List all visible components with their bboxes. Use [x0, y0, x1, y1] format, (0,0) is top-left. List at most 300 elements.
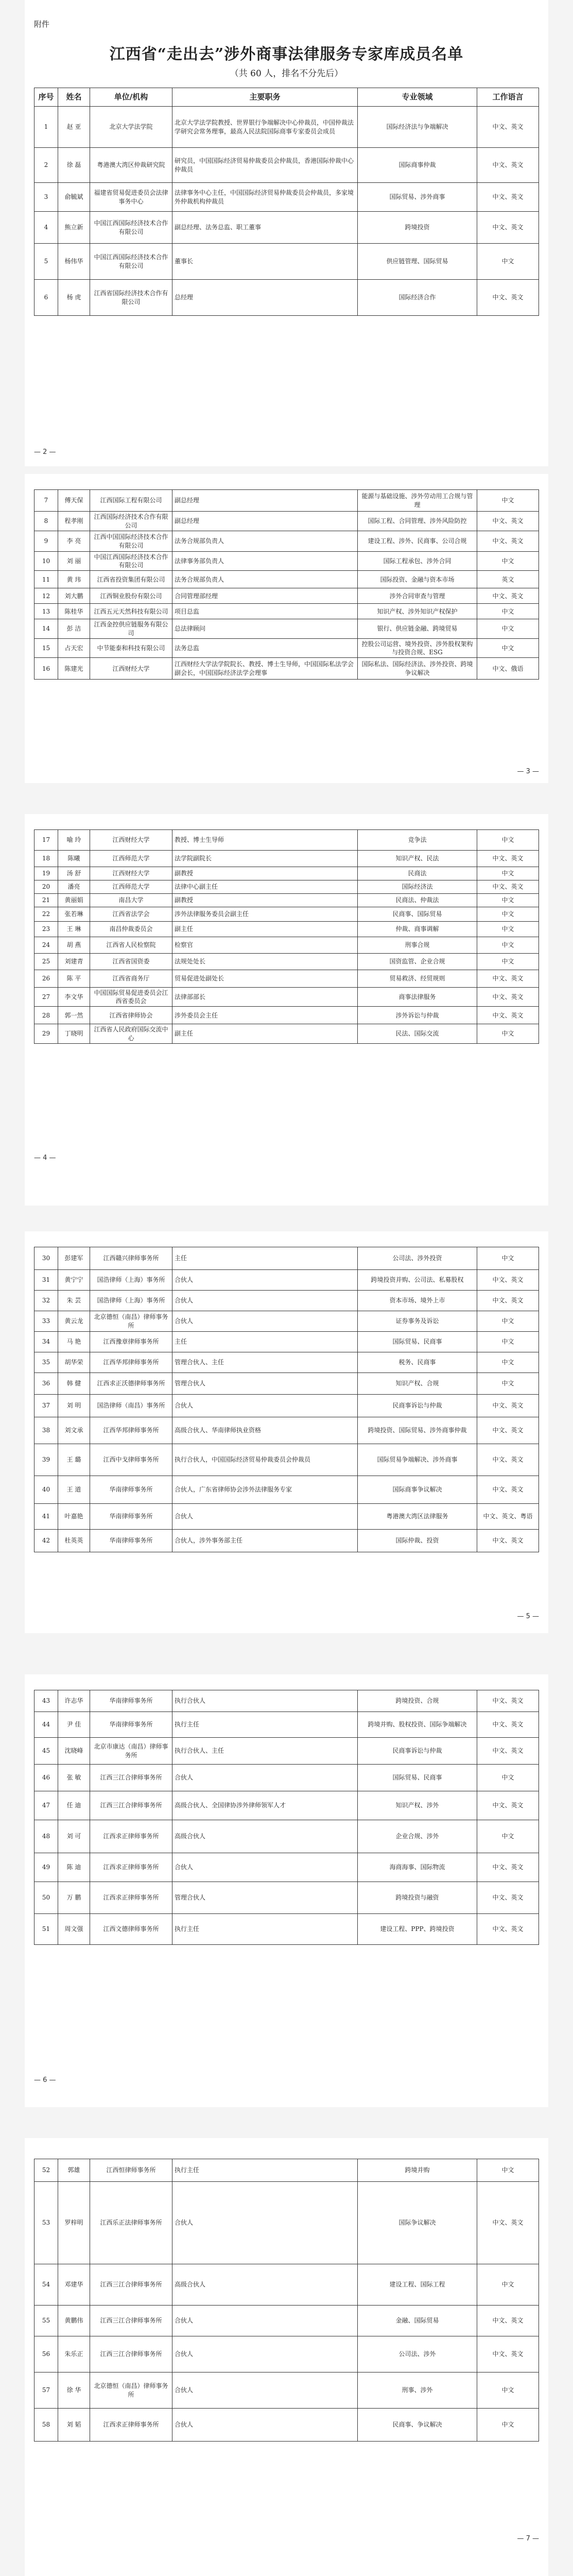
organization: 华南律师事务所 — [90, 1690, 172, 1712]
expert-name: 傅天保 — [58, 490, 90, 512]
expertise-field: 国资监管、企业合规 — [358, 954, 477, 970]
table-row — [34, 2306, 539, 2336]
working-language: 中文 — [477, 937, 539, 954]
organization: 江西三江合律师事务所 — [90, 2336, 172, 2372]
document-page — [25, 1231, 548, 1633]
working-language: 中文 — [477, 552, 539, 571]
working-language: 中文 — [477, 244, 539, 280]
main-position: 管理合伙人、主任 — [172, 1352, 358, 1373]
expert-name: 万 鹏 — [58, 1882, 90, 1914]
expertise-field: 建设工程、PPP、跨境投资 — [358, 1914, 477, 1945]
organization: 江西三江合律师事务所 — [90, 1791, 172, 1820]
expert-name: 黄丽娟 — [58, 894, 90, 907]
column-header: 单位/机构 — [90, 88, 172, 107]
expert-name: 黄 玮 — [58, 571, 90, 588]
working-language: 中文、英文 — [477, 1530, 539, 1552]
organization: 江西豫章律师事务所 — [90, 1332, 172, 1352]
table-row — [34, 1395, 539, 1417]
organization: 江西财经大学 — [90, 867, 172, 880]
working-language: 中文、英文 — [477, 1417, 539, 1444]
row-number: 52 — [34, 2159, 58, 2182]
expert-name: 许志华 — [58, 1690, 90, 1712]
expertise-field: 仲裁、商事调解 — [358, 922, 477, 937]
row-number: 12 — [34, 588, 58, 604]
working-language: 中文、英文 — [477, 2306, 539, 2336]
main-position: 合伙人 — [172, 1395, 358, 1417]
expertise-field: 粤港澳大湾区法律服务 — [358, 1504, 477, 1530]
working-language: 中文 — [477, 907, 539, 922]
working-language: 中文 — [477, 1765, 539, 1791]
expertise-field: 民商事、争议解决 — [358, 2409, 477, 2442]
main-position: 合伙人 — [172, 2182, 358, 2264]
working-language: 中文 — [477, 1247, 539, 1270]
table-row — [34, 244, 539, 280]
main-position: 副总经理、法务总监、职工董事 — [172, 212, 358, 244]
main-position: 北京大学法学院教授、世界银行争端解决中心仲裁员，中国仲裁法学研究会常务理事，最高人民法院国际商事专家委员会成员 — [172, 107, 358, 148]
row-number: 55 — [34, 2306, 58, 2336]
main-position: 副主任 — [172, 1024, 358, 1043]
row-number: 26 — [34, 970, 58, 988]
table-row — [34, 1504, 539, 1530]
expert-name: 陈曦 — [58, 851, 90, 867]
main-position: 法规处处长 — [172, 954, 358, 970]
main-position: 法务合规部负责人 — [172, 571, 358, 588]
table-row — [34, 851, 539, 867]
main-position: 管理合伙人 — [172, 1373, 358, 1395]
working-language: 中文、英文 — [477, 1690, 539, 1712]
expert-name: 任 迪 — [58, 1791, 90, 1820]
table-row — [34, 604, 539, 619]
expert-name: 尹 佳 — [58, 1712, 90, 1738]
expert-name: 郭一然 — [58, 1007, 90, 1024]
row-number: 29 — [34, 1024, 58, 1043]
working-language: 中文 — [477, 2409, 539, 2442]
expert-name: 王 道 — [58, 1476, 90, 1504]
expertise-field: 竞争法 — [358, 830, 477, 851]
table-row — [34, 1291, 539, 1311]
working-language: 中文、英文 — [477, 2336, 539, 2372]
working-language: 中文 — [477, 894, 539, 907]
expertise-field: 控股公司运营、境外投资、涉外股权架构与投资合规、ESG — [358, 638, 477, 657]
organization: 江西金控供应链服务有限公司 — [90, 619, 172, 638]
expertise-field: 国际投资、金融与资本市场 — [358, 571, 477, 588]
main-position: 高级合伙人 — [172, 1820, 358, 1853]
column-header: 姓名 — [58, 88, 90, 107]
row-number: 11 — [34, 571, 58, 588]
organization: 江西省法学会 — [90, 907, 172, 922]
expertise-field: 供应链管理、国际贸易 — [358, 244, 477, 280]
table-row — [34, 1530, 539, 1552]
row-number: 16 — [34, 658, 58, 680]
working-language: 中文、英文 — [477, 1291, 539, 1311]
organization: 北京市康达（南昌）律师事务所 — [90, 1738, 172, 1765]
expert-name: 张 敏 — [58, 1765, 90, 1791]
page-number: — 6 — — [34, 2076, 56, 2084]
organization: 江西国际经济技术合作有限公司 — [90, 512, 172, 531]
table-row — [34, 1882, 539, 1914]
expertise-field: 国际工程、合同管理、涉外风险防控 — [358, 512, 477, 531]
working-language: 中文、英文 — [477, 988, 539, 1007]
table-row — [34, 107, 539, 148]
main-position: 总法律顾问 — [172, 619, 358, 638]
expertise-field: 国际经济法 — [358, 880, 477, 894]
table-row — [34, 490, 539, 512]
row-number: 23 — [34, 922, 58, 937]
expertise-field: 建设工程、国际工程 — [358, 2264, 477, 2306]
row-number: 17 — [34, 830, 58, 851]
organization: 粤港澳大湾区仲裁研究院 — [90, 148, 172, 183]
row-number: 27 — [34, 988, 58, 1007]
working-language: 中文、英文 — [477, 280, 539, 316]
table-row — [34, 1914, 539, 1945]
row-number: 42 — [34, 1530, 58, 1552]
expertise-field: 国际经济合作 — [358, 280, 477, 316]
expert-name: 李 亮 — [58, 531, 90, 552]
expert-name: 郭雄 — [58, 2159, 90, 2182]
row-number: 38 — [34, 1417, 58, 1444]
main-position: 总经理 — [172, 280, 358, 316]
working-language: 中文 — [477, 2264, 539, 2306]
main-position: 合同管理部经理 — [172, 588, 358, 604]
expertise-field: 国际私法、国际经济法、涉外投资、跨境争议解决 — [358, 658, 477, 680]
row-number: 33 — [34, 1311, 58, 1332]
organization: 江西省投资集团有限公司 — [90, 571, 172, 588]
organization: 江西省人民检察院 — [90, 937, 172, 954]
expert-name: 刘文承 — [58, 1417, 90, 1444]
table-row — [34, 922, 539, 937]
row-number: 39 — [34, 1444, 58, 1476]
expert-list-table — [34, 88, 539, 316]
expert-name: 赵 亚 — [58, 107, 90, 148]
organization: 江西华邦律师事务所 — [90, 1417, 172, 1444]
table-row — [34, 1444, 539, 1476]
row-number: 13 — [34, 604, 58, 619]
expert-list-table — [34, 489, 539, 680]
working-language: 中文、英文 — [477, 531, 539, 552]
row-number: 22 — [34, 907, 58, 922]
row-number: 18 — [34, 851, 58, 867]
expert-name: 韩 健 — [58, 1373, 90, 1395]
working-language: 中文 — [477, 1352, 539, 1373]
table-row — [34, 954, 539, 970]
page-number: — 3 — — [517, 768, 539, 775]
organization: 江西华邦律师事务所 — [90, 1352, 172, 1373]
main-position: 合伙人 — [172, 1291, 358, 1311]
organization: 北京德恒（南昌）律师事务所 — [90, 2372, 172, 2409]
row-number: 3 — [34, 183, 58, 212]
organization: 江西中国国际经济技术合作有限公司 — [90, 531, 172, 552]
row-number: 34 — [34, 1332, 58, 1352]
row-number: 28 — [34, 1007, 58, 1024]
expert-name: 朱乐正 — [58, 2336, 90, 2372]
expert-name: 马 艳 — [58, 1332, 90, 1352]
page-number: — 4 — — [34, 1154, 56, 1162]
main-position: 管理合伙人 — [172, 1882, 358, 1914]
table-row — [34, 588, 539, 604]
table-row — [34, 1024, 539, 1043]
working-language: 中文 — [477, 619, 539, 638]
expertise-field: 企业合规、涉外 — [358, 1820, 477, 1853]
table-row — [34, 1791, 539, 1820]
table-row — [34, 1247, 539, 1270]
row-number: 6 — [34, 280, 58, 316]
table-row — [34, 571, 539, 588]
expert-list-table — [34, 1690, 539, 1945]
organization: 江西求正律师事务所 — [90, 1882, 172, 1914]
expertise-field: 涉外合同审查与管理 — [358, 588, 477, 604]
expertise-field: 民商事诉讼与仲裁 — [358, 1738, 477, 1765]
working-language: 中文、英文 — [477, 148, 539, 183]
table-row — [34, 830, 539, 851]
working-language: 中文、英文 — [477, 1738, 539, 1765]
expert-name: 杜英英 — [58, 1530, 90, 1552]
expertise-field: 知识产权、涉外知识产权保护 — [358, 604, 477, 619]
main-position: 主任 — [172, 1332, 358, 1352]
organization: 江西五元天然科技有限公司 — [90, 604, 172, 619]
organization: 江西求正律师事务所 — [90, 1820, 172, 1853]
expert-name: 刘 丽 — [58, 552, 90, 571]
expertise-field: 跨境投资并购、公司法、私募股权 — [358, 1270, 477, 1291]
organization: 江西财经大学 — [90, 658, 172, 680]
organization: 华南律师事务所 — [90, 1530, 172, 1552]
expert-name: 杨 虎 — [58, 280, 90, 316]
working-language: 中文 — [477, 604, 539, 619]
page-number: — 7 — — [517, 2535, 539, 2543]
organization: 福建省贸易促进委员会法律事务中心 — [90, 183, 172, 212]
row-number: 46 — [34, 1765, 58, 1791]
table-row — [34, 619, 539, 638]
expert-name: 熊立新 — [58, 212, 90, 244]
table-row — [34, 867, 539, 880]
table-row — [34, 1332, 539, 1352]
table-row — [34, 894, 539, 907]
table-row — [34, 2336, 539, 2372]
expert-name: 俞毓斌 — [58, 183, 90, 212]
document-page — [25, 2138, 548, 2576]
working-language: 英文 — [477, 571, 539, 588]
organization: 北京德恒（南昌）律师事务所 — [90, 1311, 172, 1332]
row-number: 56 — [34, 2336, 58, 2372]
main-position: 合伙人 — [172, 2306, 358, 2336]
main-position: 法学院副院长 — [172, 851, 358, 867]
expertise-field: 知识产权、合规 — [358, 1373, 477, 1395]
working-language: 中文、英文 — [477, 1395, 539, 1417]
working-language: 中文、英文 — [477, 880, 539, 894]
row-number: 44 — [34, 1712, 58, 1738]
row-number: 2 — [34, 148, 58, 183]
expertise-field: 国际商事仲裁 — [358, 148, 477, 183]
working-language: 中文、英文 — [477, 183, 539, 212]
row-number: 5 — [34, 244, 58, 280]
document-subtitle: （共 60 人，排名不分先后） — [230, 69, 343, 79]
expert-name: 陈建光 — [58, 658, 90, 680]
main-position: 主任 — [172, 1247, 358, 1270]
row-number: 49 — [34, 1853, 58, 1882]
main-position: 董事长 — [172, 244, 358, 280]
row-number: 35 — [34, 1352, 58, 1373]
working-language: 中文、英文、粤语 — [477, 1504, 539, 1530]
expert-name: 邓建华 — [58, 2264, 90, 2306]
expertise-field: 能源与基础设施、涉外劳动用工合规与管理 — [358, 490, 477, 512]
expertise-field: 跨境并购 — [358, 2159, 477, 2182]
organization: 江西求正律师事务所 — [90, 2409, 172, 2442]
expertise-field: 民商法、仲裁法 — [358, 894, 477, 907]
working-language: 中文 — [477, 1332, 539, 1352]
expert-name: 陈桂华 — [58, 604, 90, 619]
organization: 国浩律师（上海）事务所 — [90, 1270, 172, 1291]
page-number: — 5 — — [517, 1613, 539, 1620]
column-header: 工作语言 — [477, 88, 539, 107]
row-number: 31 — [34, 1270, 58, 1291]
table-row — [34, 1417, 539, 1444]
row-number: 8 — [34, 512, 58, 531]
organization: 江西乐正法律师事务所 — [90, 2182, 172, 2264]
row-number: 4 — [34, 212, 58, 244]
row-number: 37 — [34, 1395, 58, 1417]
row-number: 14 — [34, 619, 58, 638]
row-number: 1 — [34, 107, 58, 148]
expert-name: 丁晓明 — [58, 1024, 90, 1043]
working-language: 中文、英文 — [477, 2182, 539, 2264]
main-position: 涉外法律服务委员会副主任 — [172, 907, 358, 922]
expertise-field: 跨境投资 — [358, 212, 477, 244]
document-page — [25, 814, 548, 1206]
main-position: 法律中心副主任 — [172, 880, 358, 894]
table-row — [34, 2159, 539, 2182]
organization: 国浩律师（南昌）事务所 — [90, 1395, 172, 1417]
main-position: 副主任 — [172, 922, 358, 937]
table-row — [34, 988, 539, 1007]
expert-name: 朱 芸 — [58, 1291, 90, 1311]
expert-name: 胡 燕 — [58, 937, 90, 954]
expertise-field: 跨境投资与融资 — [358, 1882, 477, 1914]
table-row — [34, 2182, 539, 2264]
row-number: 30 — [34, 1247, 58, 1270]
table-row — [34, 1738, 539, 1765]
expert-name: 占天宏 — [58, 638, 90, 657]
row-number: 10 — [34, 552, 58, 571]
working-language: 中文 — [477, 1373, 539, 1395]
expert-name: 彭 洁 — [58, 619, 90, 638]
organization: 江西中戈律师事务所 — [90, 1444, 172, 1476]
main-position: 合伙人 — [172, 2409, 358, 2442]
expert-name: 刘 可 — [58, 1820, 90, 1853]
main-position: 法律部部长 — [172, 988, 358, 1007]
organization: 南昌大学 — [90, 894, 172, 907]
expert-name: 罗梓明 — [58, 2182, 90, 2264]
expert-name: 胡华荣 — [58, 1352, 90, 1373]
table-row — [34, 552, 539, 571]
expertise-field: 跨境投资、国际贸易、涉外商事仲裁 — [358, 1417, 477, 1444]
expertise-field: 国际仲裁、投资 — [358, 1530, 477, 1552]
organization: 江西求正沃德律师事务所 — [90, 1373, 172, 1395]
attachment-label: 附件 — [34, 20, 50, 29]
row-number: 36 — [34, 1373, 58, 1395]
main-position: 副总经理 — [172, 512, 358, 531]
main-position: 合伙人 — [172, 1765, 358, 1791]
main-position: 高级合伙人、华南律师执业资格 — [172, 1417, 358, 1444]
expert-list-table — [34, 1247, 539, 1552]
organization: 江西省人民政府国际交流中心 — [90, 1024, 172, 1043]
working-language: 中文、英文 — [477, 851, 539, 867]
working-language: 中文 — [477, 490, 539, 512]
expert-name: 黄宁宁 — [58, 1270, 90, 1291]
column-header: 专业领域 — [358, 88, 477, 107]
organization: 江西国际工程有限公司 — [90, 490, 172, 512]
expert-name: 刘大鹏 — [58, 588, 90, 604]
table-row — [34, 658, 539, 680]
row-number: 47 — [34, 1791, 58, 1820]
table-row — [34, 1712, 539, 1738]
table-row — [34, 1352, 539, 1373]
page-number: — 2 — — [34, 448, 56, 456]
working-language: 中文 — [477, 1024, 539, 1043]
organization: 江西三江合律师事务所 — [90, 2264, 172, 2306]
main-position: 副教授 — [172, 867, 358, 880]
expertise-field: 民商法 — [358, 867, 477, 880]
expert-name: 刘 明 — [58, 1395, 90, 1417]
expertise-field: 资本市场、境外上市 — [358, 1291, 477, 1311]
working-language: 中文、英文 — [477, 970, 539, 988]
organization: 中国江西国际经济技术合作有限公司 — [90, 552, 172, 571]
expertise-field: 金融、国际贸易 — [358, 2306, 477, 2336]
expertise-field: 建设工程、涉外、民商事、公司合规 — [358, 531, 477, 552]
row-number: 20 — [34, 880, 58, 894]
organization: 江西赣兴律师事务所 — [90, 1247, 172, 1270]
expert-list-table — [34, 2159, 539, 2442]
table-row — [34, 1820, 539, 1853]
working-language: 中文 — [477, 954, 539, 970]
table-row — [34, 1373, 539, 1395]
expert-name: 黄云龙 — [58, 1311, 90, 1332]
expertise-field: 商事法律服务 — [358, 988, 477, 1007]
table-row — [34, 531, 539, 552]
working-language: 中文 — [477, 638, 539, 657]
table-row — [34, 148, 539, 183]
organization: 中节能泰和科技有限公司 — [90, 638, 172, 657]
main-position: 合伙人 — [172, 2372, 358, 2409]
row-number: 57 — [34, 2372, 58, 2409]
expert-name: 刘建青 — [58, 954, 90, 970]
row-number: 25 — [34, 954, 58, 970]
expertise-field: 民法、国际交流 — [358, 1024, 477, 1043]
working-language: 中文、英文 — [477, 1476, 539, 1504]
row-number: 9 — [34, 531, 58, 552]
row-number: 50 — [34, 1882, 58, 1914]
main-position: 高级合伙人、全国律协涉外律师领军人才 — [172, 1791, 358, 1820]
expert-name: 张若琳 — [58, 907, 90, 922]
table-row — [34, 280, 539, 316]
table-row — [34, 1311, 539, 1332]
expert-name: 叶嘉艳 — [58, 1504, 90, 1530]
row-number: 21 — [34, 894, 58, 907]
expertise-field: 涉外诉讼与仲裁 — [358, 1007, 477, 1024]
organization: 江西三江合律师事务所 — [90, 1765, 172, 1791]
main-position: 合伙人 — [172, 1504, 358, 1530]
main-position: 执行主任 — [172, 1712, 358, 1738]
main-position: 执行主任 — [172, 2159, 358, 2182]
expert-name: 潘亮 — [58, 880, 90, 894]
row-number: 43 — [34, 1690, 58, 1712]
organization: 江西恒律师事务所 — [90, 2159, 172, 2182]
expert-name: 王 璐 — [58, 1444, 90, 1476]
expert-name: 沈晓峰 — [58, 1738, 90, 1765]
table-row — [34, 212, 539, 244]
document-page — [25, 1674, 548, 2107]
expert-name: 刘 韬 — [58, 2409, 90, 2442]
working-language: 中文 — [477, 1820, 539, 1853]
table-row — [34, 880, 539, 894]
